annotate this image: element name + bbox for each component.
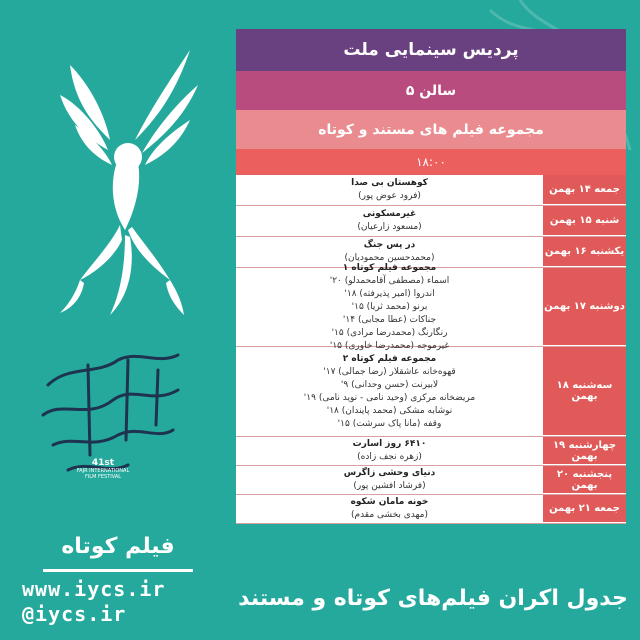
- films-cell: [236, 347, 543, 436]
- schedule-row: [236, 206, 626, 237]
- film-title: ۶۴۱۰ روز اسارت: [352, 439, 427, 449]
- schedule-row: [236, 495, 626, 524]
- film-entry: برنو (محمد ثریا) ۱۵': [351, 301, 428, 312]
- schedule-row: [236, 347, 626, 437]
- day-cell: جمعه ۲۱ بهمن: [543, 495, 626, 523]
- screening-time: ۱۸:۰۰: [236, 149, 626, 175]
- film-title: مجموعه فیلم کوتاه ۲: [342, 353, 437, 364]
- director-name: (زهره نجف زاده): [357, 452, 422, 462]
- film-entry: جناکات (عطا مجابی) ۱۴': [342, 314, 437, 325]
- festival-calligraphy-logo: [28, 345, 188, 505]
- schedule-row: [236, 262, 626, 351]
- film-title: خونه مامان شکوه: [350, 497, 429, 507]
- footer-title: جدول اکران فیلم‌های کوتاه و مستند: [238, 586, 628, 611]
- film-title: دنیای وحشی زاگرس: [343, 468, 436, 478]
- schedule-row: [236, 466, 626, 495]
- website-link[interactable]: www.iycs.ir: [22, 577, 166, 601]
- short-film-label: فیلم کوتاه: [61, 534, 175, 559]
- collection-label: مجموعه فیلم های مستند و کوتاه: [236, 110, 626, 149]
- festival-edition: 41st: [91, 458, 115, 468]
- film-entry: اندروا (امیر پذیرفته) ۱۸': [344, 288, 435, 299]
- festival-name-line: FILM FESTIVAL: [84, 474, 122, 480]
- films-cell: [236, 437, 543, 465]
- film-entry: غیرموجه (محمدرضا خاوری) ۱۵': [329, 340, 450, 351]
- divider: [43, 569, 193, 572]
- films-cell: [236, 206, 543, 236]
- day-cell: شنبه ۱۵ بهمن: [543, 206, 626, 236]
- director-name: (مهدی بخشی مقدم): [351, 510, 428, 520]
- schedule-row: [236, 437, 626, 466]
- director-name: (فرشاد افشین پور): [353, 481, 426, 491]
- film-entry: قهوه‌خانه عاشقلار (رضا جمالی) ۱۷': [323, 366, 456, 377]
- hall-label: سالن ۵: [236, 71, 626, 110]
- day-cell: پنجشنبه ۲۰ بهمن: [543, 466, 626, 494]
- films-cell: [236, 175, 543, 205]
- social-handle[interactable]: @iycs.ir: [22, 602, 127, 626]
- films-cell: [236, 495, 543, 523]
- film-entry: وقفه (مانا پاک سرشت) ۱۵': [337, 418, 442, 429]
- day-cell: یکشنبه ۱۶ بهمن: [543, 237, 626, 267]
- venue-title: پردیس سینمایی ملت: [236, 29, 626, 71]
- films-cell: [236, 262, 543, 351]
- film-title: کوهستان بی صدا: [351, 178, 428, 188]
- day-cell: جمعه ۱۴ بهمن: [543, 175, 626, 205]
- film-entry: رنگارنگ (محمدرضا مرادی) ۱۵': [331, 327, 448, 338]
- phoenix-logo-icon: [50, 45, 200, 320]
- director-name: (محمدحسین محمودیان): [344, 253, 435, 263]
- film-title: مجموعه فیلم کوتاه ۱: [342, 262, 437, 273]
- director-name: (فرود عوض پور): [358, 191, 421, 201]
- director-name: (مسعود زارعیان): [357, 222, 422, 232]
- film-title: در پس جنگ: [363, 240, 416, 250]
- film-entry: لابیرنت (حسن وحدانی) ۹': [340, 379, 439, 390]
- schedule-row: [236, 175, 626, 206]
- film-entry: نوشابه مشکی (محمد پایندان) ۱۸': [326, 405, 453, 416]
- day-cell: چهارشنبه ۱۹ بهمن: [543, 437, 626, 465]
- schedule-table: [236, 175, 626, 524]
- film-title: غیرمسکونی: [362, 209, 417, 219]
- films-cell: [236, 466, 543, 494]
- festival-name-line: FAJR INTERNATIONAL: [76, 468, 130, 474]
- film-entry: مریضخانه مرکزی (وحید نامی - نوید نامی) ۱۹': [303, 392, 476, 403]
- festival-english-logo: [68, 458, 138, 480]
- day-cell: دوشنبه ۱۷ بهمن: [543, 268, 626, 346]
- day-cell: سه‌شنبه ۱۸ بهمن: [543, 347, 626, 436]
- film-entry: اسماء (مصطفی آقامحمدلو) ۲۰': [329, 275, 450, 286]
